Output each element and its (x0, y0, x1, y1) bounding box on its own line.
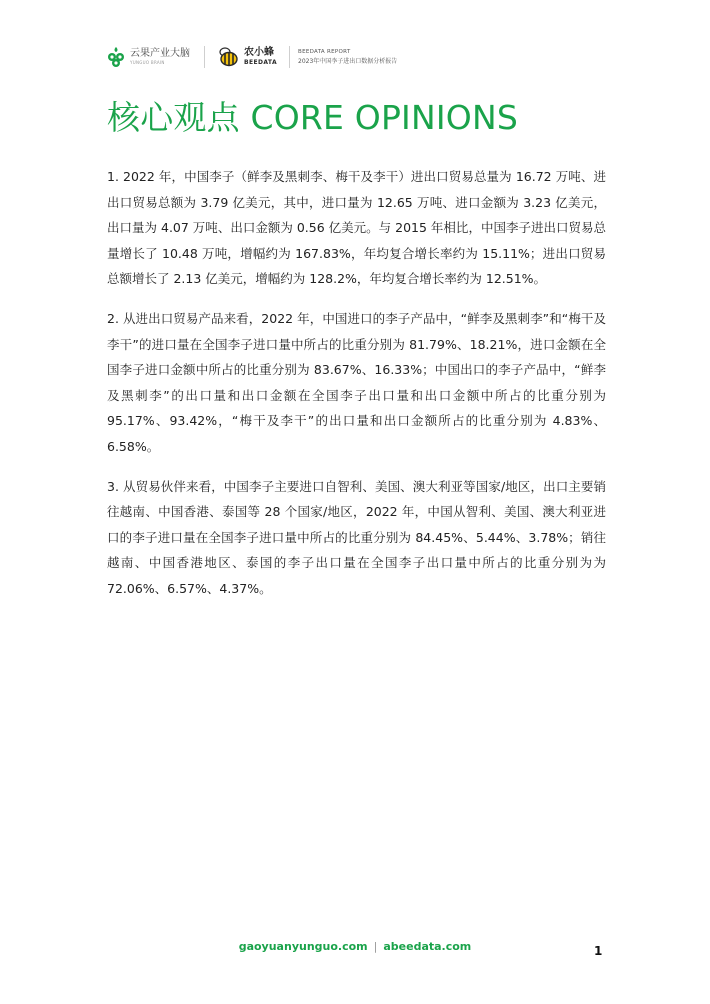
page-title: 核心观点 CORE OPINIONS (107, 98, 519, 137)
page-number: 1 (594, 944, 603, 958)
yunguo-brand-en: YUNGUO BRAIN (130, 60, 165, 65)
fruit-cluster-icon (106, 46, 126, 68)
opinion-paragraph-1: 1. 2022 年，中国李子（鲜李及黑刺李、梅干及李干）进出口贸易总量为 16.72 万吨、进出口贸易总额为 3.79 亿美元，其中，进口量为 12.65 万吨、进口金额为 3.23 亿美元，出口量为 4.07 万吨、出口金额为 0.56 亿美元。与 2015 年相比，中国李子进出口贸易总量增长了 10.48 万吨，增幅约为 167.83%，年均复合增长率约为 15.11%；进出口贸易总额增长了 2.13 亿美元，增幅约为 128.2%，年均复合增长率约为 12.51%。 (107, 169, 606, 287)
footer-link-abeedata[interactable]: abeedata.com (383, 940, 472, 953)
main-content (107, 164, 606, 616)
beedata-brand-en: BEEDATA (244, 59, 277, 66)
opinion-paragraph-2: 2. 从进出口贸易产品来看，2022 年，中国进口的李子产品中，“鲜李及黑刺李”和“梅干及李干”的进口量在全国李子进口量中所占的比重分别为 81.79%、18.21%，进口金额在全国李子进口金额中所占的比重分别为 83.67%、16.33%；中国出口的李子产品中，“鲜李及黑刺李”的出口量和出口金额在全国李子出口量和出口金额中所占的比重分别为 95.17%、93.42%，“梅干及李干”的出口量和出口金额所占的比重分别为 4.83%、6.58%。 (107, 310, 606, 454)
header-divider (204, 46, 205, 68)
report-label: BEEDATA REPORT (298, 49, 351, 55)
footer-separator: | (373, 940, 378, 953)
opinion-paragraph-3: 3. 从贸易伙伴来看，中国李子主要进口自智利、美国、澳大利亚等国家/地区，出口主要销往越南、中国香港、泰国等 28 个国家/地区，2022 年，中国从智利、美国、澳大利亚进口的李子进口量在全国李子进口量中所占的比重分别为 84.45%、5.44%、3.78%；销往越南、中国香港地区、泰国的李子出口量在全国李子出口量中所占的比重分别为为 72.06%、6.57%、4.37%。 (107, 478, 606, 596)
yunguo-brand-name: 云果产业大脑 (130, 48, 190, 59)
report-title: 2023年中国李子进出口数据分析报告 (298, 58, 398, 65)
beedata-brand-name: 农小蜂 (244, 47, 274, 58)
bee-icon (217, 46, 241, 68)
report-info (298, 48, 397, 66)
yunguo-logo (106, 46, 190, 68)
header-divider (289, 46, 290, 68)
page-header (106, 40, 397, 74)
page-footer (0, 940, 710, 953)
footer-link-gaoyuanyunguo[interactable]: gaoyuanyunguo.com (238, 940, 368, 953)
beedata-logo (217, 46, 277, 68)
